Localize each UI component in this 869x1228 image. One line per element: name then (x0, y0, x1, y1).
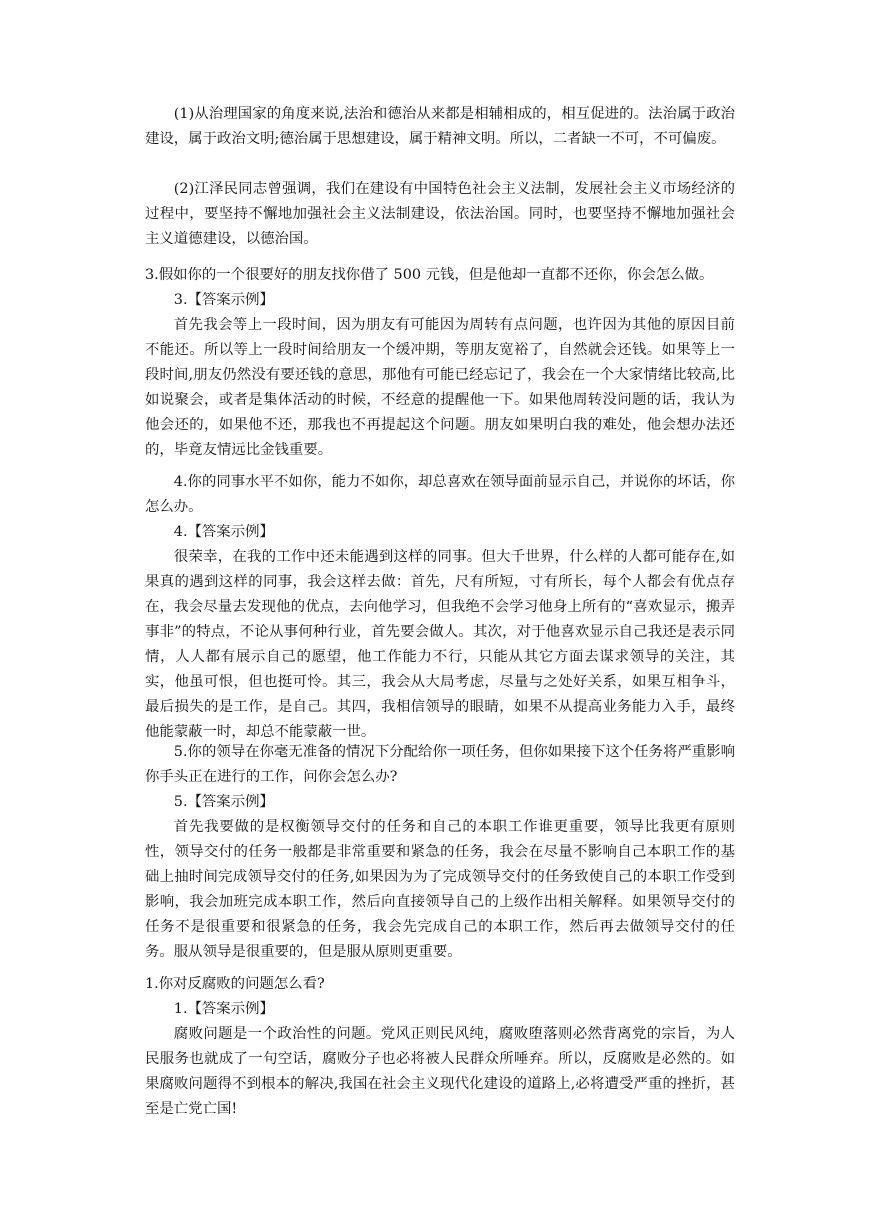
question-5: 5.你的领导在你毫无准备的情况下分配给你一项任务，但你如果接下这个任务将严重影响你手头正在进行的工作，问你会怎么办? (145, 744, 735, 785)
question-1: 1.你对反腐败的问题怎么看? (145, 976, 325, 992)
paragraph-rule-of-law-1: (1)从治理国家的角度来说,法治和德治从来都是相辅相成的，相互促进的。法治属于政治建设，属于政治文明;德治属于思想建设，属于精神文明。所以，二者缺一不可，不可偏废。 (145, 106, 735, 147)
answer-1: 腐败问题是一个政治性的问题。党风正则民风纯，腐败堕落则必然背离党的宗旨，为人民服务也就成了一句空话，腐败分子也必将被人民群众所唾弃。所以，反腐败是必然的。如果腐败问题得不到根本的解决,我国在社会主义现代化建设的道路上,必将遭受严重的挫折，甚至是亡党亡国! (145, 1026, 735, 1117)
answer-4: 很荣幸，在我的工作中还未能遇到这样的同事。但大千世界，什么样的人都可能存在,如果真的遇到这样的同事，我会这样去做：首先，尺有所短，寸有所长，每个人都会有优点存在，我会尽量去发现他的优点，去向他学习，但我绝不会学习他身上所有的“喜欢显示，搬弄事非”的特点，不论从事何种行业，首先要会做人。其次，对于他喜欢显示自己我还是表示同情，人人都有展示自己的愿望，他工作能力不行，只能从其它方面去谋求领导的关注，其实，他虽可恨，但也挺可怜。其三，我会从大局考虑，尽量与之处好关系，如果互相争斗，最后损失的是工作，是自己。其四，我相信领导的眼睛，如果不从提高业务能力入手，最终他能蒙蔽一时，却总不能蒙蔽一世。 (145, 549, 735, 740)
answer-3: 首先我会等上一段时间，因为朋友有可能因为周转有点问题，也许因为其他的原因目前不能还。所以等上一段时间给朋友一个缓冲期，等朋友宽裕了，自然就会还钱。如果等上一段时间,朋友仍然没有要还钱的意思，那他有可能已经忘记了，我会在一个大家情绪比较高,比如说聚会，或者是集体活动的时候，不经意的提醒他一下。如果他周转没问题的话，我认为他会还的，如果他不还，那我也不再提起这个问题。朋友如果明白我的难处，他会想办法还的，毕竟友情远比金钱重要。 (145, 317, 735, 458)
question-3: 3.假如你的一个很要好的朋友找你借了 500 元钱，但是他却一直都不还你，你会怎么做。 (145, 267, 714, 283)
answer-heading-4: 4.【答案示例】 (173, 524, 274, 540)
paragraph-rule-of-law-2: (2)江泽民同志曾强调，我们在建设有中国特色社会主义法制，发展社会主义市场经济的过程中，要坚持不懈地加强社会主义法制建设，依法治国。同时，也要坚持不懈地加强社会主义道德建设，以德治国。 (145, 181, 735, 247)
answer-5: 首先我要做的是权衡领导交付的任务和自己的本职工作谁更重要，领导比我更有原则性，领导交付的任务一般都是非常重要和紧急的任务，我会在尽量不影响自己本职工作的基础上抽时间完成领导交付的任务,如果因为为了完成领导交付的任务致使自己的本职工作受到影响，我会加班完成本职工作，然后向直接领导自己的上级作出相关解释。如果领导交付的任务不是很重要和很紧急的任务，我会先完成自己的本职工作，然后再去做领导交付的任务。服从领导是很重要的，但是服从原则更重要。 (145, 819, 735, 960)
answer-heading-3: 3.【答案示例】 (173, 292, 274, 308)
answer-heading-5: 5.【答案示例】 (173, 794, 274, 810)
answer-heading-1: 1.【答案示例】 (173, 1001, 274, 1017)
question-4: 4.你的同事水平不如你，能力不如你，却总喜欢在领导面前显示自己，并说你的坏话，你怎么办。 (145, 474, 735, 515)
